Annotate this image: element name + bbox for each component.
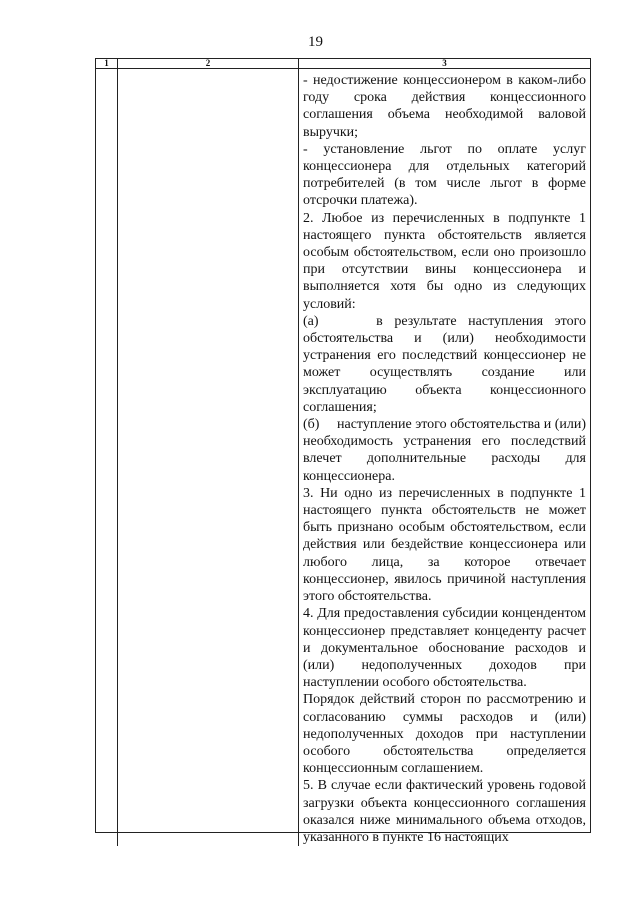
column-2-cell [118,69,299,846]
paragraph-benefits: - установление льгот по оплате услуг концессионера для отдельных категорий потребителей (в том числе льгот в форме отсрочки платежа). [303,141,586,209]
paragraph-shortfall-revenue: - недостижение концессионером в каком-либо году срока действия концессионного соглашения объема необходимой валовой выручки; [303,73,586,140]
paragraph-item-3: 3. Ни одно из перечисленных в подпункте 1 настоящего пункта обстоятельств не может быть признано особым обстоятельством, если действия или бездействие концессионера или любого лица, за которое отвечает концессионер, явилось причиной наступления этого обстоятельства. [303,485,586,605]
page-number: 19 [308,34,323,50]
paragraph-item-5: 5. В случае если фактический уровень годовой загрузки объекта концессионного соглашения оказался ниже минимального объема отходов, указанного в пункте 16 настоящих [303,778,586,845]
column-header-2: 2 [118,59,299,69]
paragraph-procedure: Порядок действий сторон по рассмотрению и согласованию суммы расходов и (или) недополученных доходов при наступлении особого обстоятельства определяется концессионным соглашением. [303,692,586,777]
paragraph-condition-b: (б) наступление этого обстоятельства и (или) необходимость устранения его последствий влечет дополнительные расходы для концессионера. [303,417,586,484]
column-3-cell [299,69,590,846]
document-table [95,58,591,845]
paragraph-item-4: 4. Для предоставления субсидии концендентом концессионер представляет концеденту расчет и документальное обоснование расходов и (или) недополученных доходов при наступлении особого обстоятельства. [303,606,586,691]
column-header-1: 1 [96,59,118,69]
column-header-3: 3 [299,59,590,69]
paragraph-item-2: 2. Любое из перечисленных в подпункте 1 настоящего пункта обстоятельств является особым обстоятельством, если оно произошло при отсутствии вины концессионера и выполняется хотя бы одно из следующих условий: [303,210,586,312]
column-1-cell [96,69,118,846]
paragraph-condition-a: (а) в результате наступления этого обстоятельства и (или) необходимости устранения его последствий концессионер не может осуществлять создание или эксплуатацию объекта концессионного соглашения; [303,313,586,415]
